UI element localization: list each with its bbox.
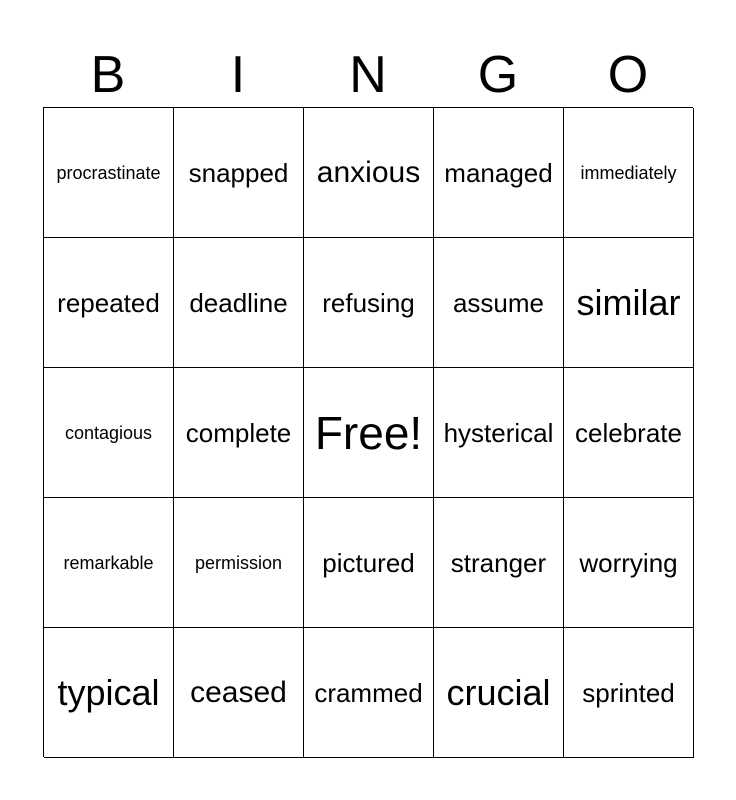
bingo-cell: assume <box>434 238 564 368</box>
bingo-cell: complete <box>174 368 304 498</box>
bingo-cell: anxious <box>304 108 434 238</box>
bingo-cell: worrying <box>564 498 694 628</box>
bingo-cell: crammed <box>304 628 434 758</box>
header-letter-b: B <box>90 46 126 104</box>
bingo-cell: remarkable <box>44 498 174 628</box>
bingo-cell: ceased <box>174 628 304 758</box>
bingo-cell: repeated <box>44 238 174 368</box>
header-letter-o: O <box>607 46 649 104</box>
bingo-cell: deadline <box>174 238 304 368</box>
bingo-cell: typical <box>44 628 174 758</box>
bingo-cell: stranger <box>434 498 564 628</box>
bingo-cell: sprinted <box>564 628 694 758</box>
header-letter-i: I <box>230 46 246 104</box>
bingo-cell: refusing <box>304 238 434 368</box>
bingo-cell: managed <box>434 108 564 238</box>
header-letter-g: G <box>477 46 519 104</box>
bingo-header <box>43 42 693 108</box>
bingo-cell: permission <box>174 498 304 628</box>
bingo-cell: procrastinate <box>44 108 174 238</box>
bingo-cell: contagious <box>44 368 174 498</box>
bingo-cell: crucial <box>434 628 564 758</box>
bingo-cell-free: Free! <box>304 368 434 498</box>
bingo-cell: similar <box>564 238 694 368</box>
bingo-cell: pictured <box>304 498 434 628</box>
bingo-board <box>43 107 693 757</box>
bingo-cell: hysterical <box>434 368 564 498</box>
bingo-cell: celebrate <box>564 368 694 498</box>
header-letter-n: N <box>349 46 387 104</box>
bingo-cell: immediately <box>564 108 694 238</box>
bingo-cell: snapped <box>174 108 304 238</box>
